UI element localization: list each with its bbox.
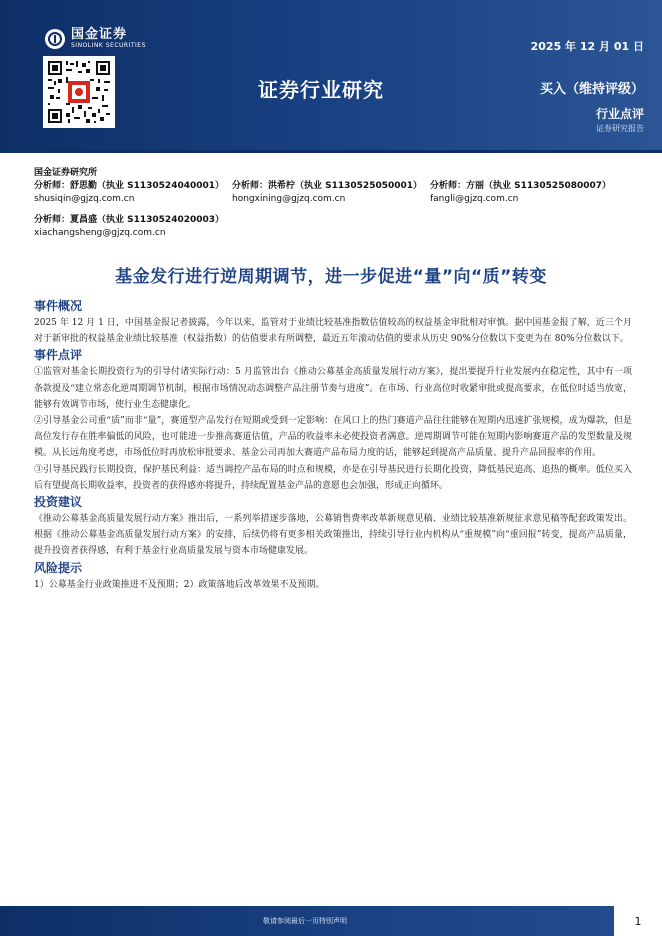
analyst-email[interactable]: xiachangsheng@gjzq.com.cn [34,228,166,238]
analyst-block [34,167,634,240]
logo-name-cn: 国金证券 [71,27,128,42]
footer-disclaimer: 敬请参阅最后一页特别声明 [263,917,347,925]
analyst-name: 分析师：夏昌盛（执业 S1130524020003） [34,215,225,225]
risk-paragraph: 1）公募基金行业政策推进不及预期；2）政策落地后改革效果不及预期。 [34,579,325,590]
analyst-email[interactable]: hongxining@gjzq.com.cn [232,194,346,204]
article-body [34,298,632,593]
research-institute: 国金证券研究所 [34,168,98,178]
commentary-paragraph-3: ③引导基民践行长期投资，保护基民利益：适当调控产品布局的时点和规模，亦是在引导基民进行长期化投资，降低基民追高、追热的概率。低位买入后有望提高长期收益率，投资者的获得感亦将提升，持续配置基金产品的意愿也会加强，形成正向循环。 [34,464,632,491]
commentary-paragraph-2: ②引导基金公司重“质”而非“量”，赛道型产品发行在短期或受到一定影响：在风口上的热门赛道产品往往能够在短期内迅速扩张规模，成为爆款，但是高位发行存在胜率偏低的风险，也可能进一步推高赛道估值，产品的收益率未必使投资者满意。逆周期调节可能在短期内影响赛道产品的发型数量及规模。从长远角度考虑，市场低位时再放松审批要求、基金公司再加大赛道产品布局力度的话，能够起到提高产品质量、提升产品回报率的作用。 [34,416,632,459]
analyst-row [34,214,634,240]
section-title-commentary: 事件点评 [34,348,83,363]
report-date: 2025 年 12 月 01 日 [530,40,644,53]
analyst-item [34,214,232,240]
section-title-overview: 事件概况 [34,299,83,313]
analyst-email[interactable]: shusiqin@gjzq.com.cn [34,194,135,204]
overview-paragraph: 2025 年 12 月 1 日，中国基金报记者披露，今年以来，监管对于业绩比较基准指数估值较高的权益基金审批相对审慎。据中国基金报了解，近三个月对于新审批的权益基金业绩比较基准（权益指数）的估值要求有所调整，最近五年滚动估值的要求从历史 90%分位数以下变更为在 80%分位数以下。 [34,318,632,345]
analyst-name: 分析师：舒思勤（执业 S1130524040001） [34,181,225,191]
sinolink-logo [45,28,146,50]
report-type: 行业点评 [595,107,644,121]
qr-code-icon [43,56,115,128]
advice-paragraph: 《推动公募基金高质量发展行动方案》推出后，一系列举措逐步落地，公募销售费率改革新规意见稿、业绩比较基准新规征求意见稿等配套政策发出。根据《推动公募基金高质量发展行动方案》的安排，后续仍将有更多相关政策推出，持续引导行业内机构从“重规模”向“重回报”转变，提高产品质量，提升投资者获得感，有利于基金行业高质量发展与资本市场健康发展。 [34,514,632,557]
article-title: 基金发行进行逆周期调节，进一步促进“量”向“质”转变 [115,267,547,287]
logo-name-en: SINOLINK SECURITIES [71,42,146,49]
section-title-investment-advice: 投资建议 [34,495,83,510]
analyst-item [232,180,430,206]
analyst-row [34,180,634,206]
analyst-name: 分析师：洪希柠（执业 S1130525050001） [232,181,423,191]
report-header [0,0,662,150]
analyst-email[interactable]: fangli@gjzq.com.cn [430,194,519,204]
analyst-name: 分析师：方丽（执业 S1130525080007） [430,181,612,191]
analyst-item [34,180,232,206]
sinolink-logo-icon [45,29,65,49]
rating-badge: 买入（维持评级） [539,82,644,97]
report-category-title: 证券行业研究 [258,78,384,102]
header-divider [0,150,662,153]
page-number: 1 [614,906,662,936]
analyst-item [430,180,628,206]
page-footer [0,906,662,936]
report-subtype: 证券研究报告 [596,124,644,133]
section-title-risk: 风险提示 [34,560,83,575]
commentary-paragraph-1: ①监管对基金长期投资行为的引导付诸实际行动：5 月监管出台《推动公募基金高质量发展行动方案》，提出要提升行业发展内在稳定性，其中有一项条款提及“建立常态化逆周期调节机制，根据市场情况动态调整产品注册节奏与进度”。在市场、行业高位时收紧审批或提高要求，在低位时适当放宽，能够有效调节市场，使行业生态健康化。 [34,367,632,410]
